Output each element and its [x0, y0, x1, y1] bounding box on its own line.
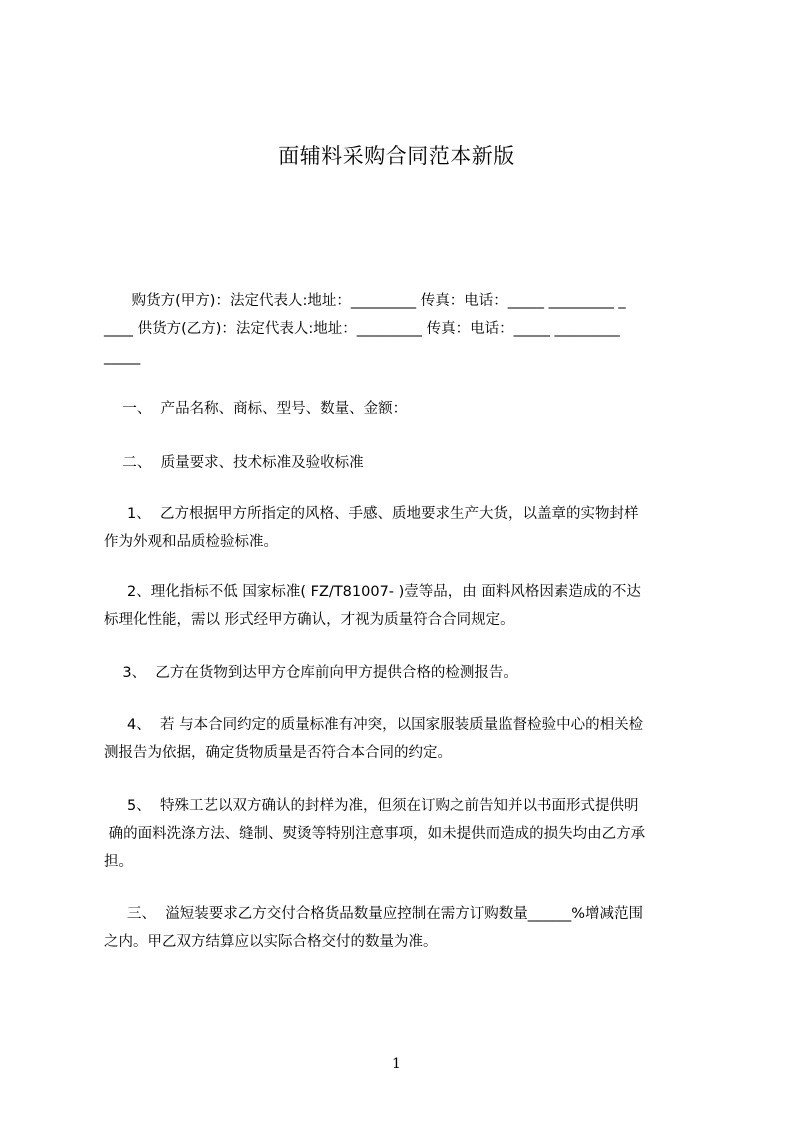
- clause-line: 标理化性能，需以 形式经甲方确认，才视为质量符合合同规定。: [104, 612, 515, 628]
- clause-line: 4、 若 与本合同约定的质量标准有冲突，以国家服装质量监督检验中心的相关检: [104, 717, 644, 733]
- clause-2-1: [104, 500, 706, 556]
- document-title: 面辅料采购合同范本新版: [278, 144, 515, 168]
- section-line: 二、 质量要求、技术标准及验收标准: [104, 455, 364, 471]
- section-2-heading: [104, 449, 706, 477]
- clause-line: 2、理化指标不低 国家标准( FZ/T81007- )壹等品，由 面料风格因素造成的不达: [104, 584, 641, 600]
- clause-line: 5、 特殊工艺以双方确认的封样为准，但须在订购之前告知并以书面形式提供明: [104, 798, 639, 814]
- clause-line: 确的面料洗涤方法、缝制、熨烫等特别注意事项，如未提供而造成的损失均由乙方承: [104, 826, 646, 842]
- page-number: 1: [392, 1056, 401, 1072]
- clause-line: 3、 乙方在货物到达甲方仓库前向甲方提供合格的检测报告。: [104, 665, 518, 681]
- parties-line-3: _____: [104, 349, 141, 365]
- clause-2-3: [104, 659, 706, 687]
- clause-line: 测报告为依据，确定货物质量是否符合本合同的约定。: [104, 745, 452, 761]
- parties-line-1: 购货方(甲方)：法定代表人:地址：_________ 传真：电话：_____ _________ _: [104, 293, 626, 309]
- parties-line-2: ____ 供货方(乙方)：法定代表人:地址：_________ 传真：电话：_____ _________: [104, 321, 620, 337]
- clause-line: 三、 溢短装要求乙方交付合格货品数量应控制在需方订购数量______%增减范围: [104, 906, 644, 922]
- clause-line: 作为外观和品质检验标准。: [104, 534, 278, 550]
- clause-line: 1、 乙方根据甲方所指定的风格、手感、质地要求生产大货，以盖章的实物封样: [104, 506, 639, 522]
- section-3: [104, 900, 706, 956]
- clause-line: 担。: [104, 854, 133, 870]
- parties-paragraph: [104, 287, 706, 371]
- section-1-heading: [104, 395, 706, 423]
- clause-2-2: [104, 578, 706, 634]
- section-line: 一、 产品名称、商标、型号、数量、金额：: [104, 401, 408, 417]
- clause-line: 之内。甲乙双方结算应以实际合格交付的数量为准。: [104, 934, 438, 950]
- clause-2-5: [104, 792, 706, 876]
- clause-2-4: [104, 711, 706, 767]
